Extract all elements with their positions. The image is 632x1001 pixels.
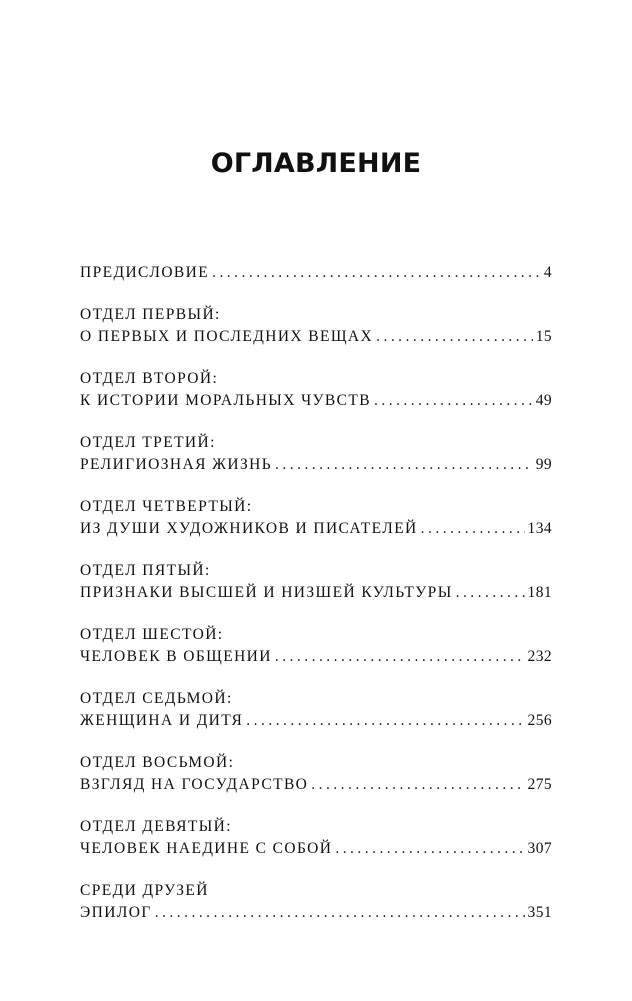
toc-section-heading: ОТДЕЛ ЧЕТВЕРТЫЙ: <box>80 498 253 515</box>
toc-entry <box>80 304 552 348</box>
toc-row <box>80 902 552 924</box>
toc-entry-title: ЭПИЛОГ <box>80 904 152 921</box>
toc-row <box>80 518 552 540</box>
toc-entry-title: РЕЛИГИОЗНАЯ ЖИЗНЬ <box>80 456 273 473</box>
toc-entry-title: ЧЕЛОВЕК В ОБЩЕНИИ <box>80 648 272 665</box>
toc-row <box>80 774 552 796</box>
dot-leader <box>246 710 524 732</box>
table-of-contents <box>80 262 552 944</box>
toc-row <box>80 454 552 476</box>
toc-section-heading: ОТДЕЛ СЕДЬМОЙ: <box>80 690 233 707</box>
toc-entry <box>80 624 552 668</box>
toc-row <box>80 710 552 732</box>
toc-row <box>80 582 552 604</box>
dot-leader <box>456 582 525 604</box>
toc-row <box>80 326 552 348</box>
toc-entry <box>80 560 552 604</box>
dot-leader <box>374 390 533 412</box>
toc-entry-title: ЖЕНЩИНА И ДИТЯ <box>80 712 244 729</box>
toc-row <box>80 390 552 412</box>
toc-row <box>80 262 552 284</box>
toc-page-number: 351 <box>527 904 552 921</box>
toc-section-heading: ОТДЕЛ ШЕСТОЙ: <box>80 626 224 643</box>
toc-entry-title: ПРИЗНАКИ ВЫСШЕЙ И НИЗШЕЙ КУЛЬТУРЫ <box>80 584 453 601</box>
dot-leader <box>311 774 524 796</box>
toc-row <box>80 838 552 860</box>
toc-page-number: 49 <box>535 392 552 409</box>
toc-entry-title: К ИСТОРИИ МОРАЛЬНЫХ ЧУВСТВ <box>80 392 372 409</box>
toc-entry <box>80 816 552 860</box>
toc-page-number: 275 <box>527 776 552 793</box>
toc-entry <box>80 880 552 924</box>
toc-entry <box>80 688 552 732</box>
toc-page-number: 134 <box>527 520 552 537</box>
toc-section-heading: ОТДЕЛ ВТОРОЙ: <box>80 370 219 387</box>
dot-leader <box>421 518 525 540</box>
toc-section-heading: ОТДЕЛ ТРЕТИЙ: <box>80 434 216 451</box>
toc-page-number: 307 <box>527 840 552 857</box>
toc-section-heading: ОТДЕЛ ПЯТЫЙ: <box>80 562 211 579</box>
toc-page-number: 181 <box>527 584 552 601</box>
toc-entry-title: ИЗ ДУШИ ХУДОЖНИКОВ И ПИСАТЕЛЕЙ <box>80 520 418 537</box>
toc-entry <box>80 432 552 476</box>
toc-page-number: 232 <box>527 648 552 665</box>
toc-entry <box>80 368 552 412</box>
toc-entry-title: ВЗГЛЯД НА ГОСУДАРСТВО <box>80 776 309 793</box>
toc-entry <box>80 752 552 796</box>
dot-leader <box>376 326 533 348</box>
dot-leader <box>155 902 525 924</box>
dot-leader <box>275 646 525 668</box>
toc-row <box>80 646 552 668</box>
toc-section-heading: ОТДЕЛ ДЕВЯТЫЙ: <box>80 818 232 835</box>
dot-leader <box>335 838 524 860</box>
toc-section-heading: СРЕДИ ДРУЗЕЙ <box>80 882 209 899</box>
toc-page-number: 15 <box>535 328 552 345</box>
toc-entry-title: ПРЕДИСЛОВИЕ <box>80 264 210 281</box>
toc-section-heading: ОТДЕЛ ВОСЬМОЙ: <box>80 754 235 771</box>
toc-entry-title: О ПЕРВЫХ И ПОСЛЕДНИХ ВЕЩАХ <box>80 328 374 345</box>
dot-leader <box>212 262 541 284</box>
toc-page-number: 99 <box>535 456 552 473</box>
toc-section-heading: ОТДЕЛ ПЕРВЫЙ: <box>80 306 221 323</box>
toc-entry-title: ЧЕЛОВЕК НАЕДИНЕ С СОБОЙ <box>80 840 333 857</box>
page-title: ОГЛАВЛЕНИЕ <box>210 148 422 179</box>
dot-leader <box>275 454 533 476</box>
toc-page-number: 256 <box>527 712 552 729</box>
toc-page-number: 4 <box>543 264 552 281</box>
toc-entry <box>80 262 552 284</box>
toc-entry <box>80 496 552 540</box>
